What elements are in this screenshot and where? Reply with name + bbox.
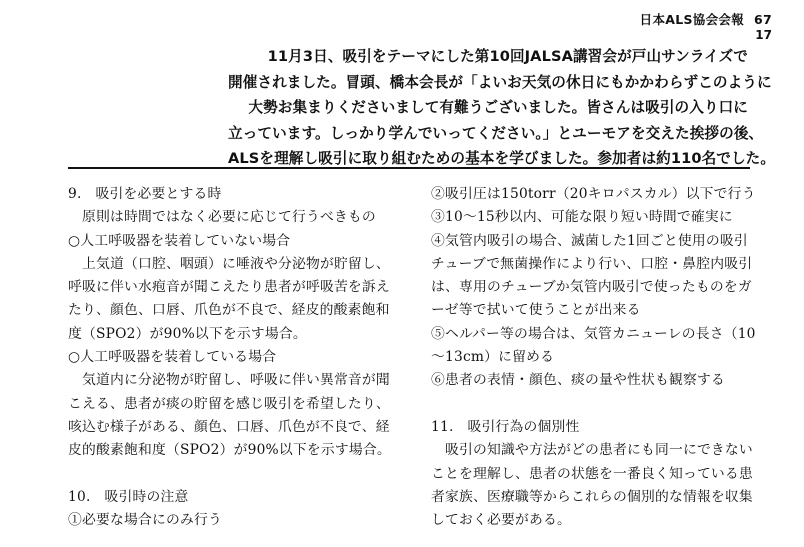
intro-line: 立っています。しっかり学んでいってください。」とユーモアを交えた挨拶の後、 [228, 124, 764, 142]
intro-line: 大勢お集まりくださいまして有難うございました。皆さんは吸引の入り口に [248, 99, 748, 117]
list-item: ⑥患者の表情・顔色、痰の量や性状も観察する [431, 372, 725, 389]
list-item: ⑤ヘルパー等の場合は、気管カニューレの長さ（10 [431, 325, 756, 342]
list-item-continuation: は、専用のチューブか気管内吸引で使ったものをガ [431, 279, 752, 296]
journal-title: 日本ALS協会会報 [639, 12, 744, 27]
body-line: 呼吸に伴い水疱音が聞こえたり患者が呼吸苦を訴え [68, 279, 390, 296]
intro-line: 11月3日、吸引をテーマにした第10回JALSA講習会が戸山サンライズで [267, 48, 748, 65]
list-item-continuation: チューブで無菌操作により行い、口腔・鼻腔内吸引 [431, 255, 753, 272]
intro-paragraph [228, 44, 776, 172]
list-item: ②吸引圧は150torr（20キロパスカル）以下で行う [431, 186, 756, 202]
intro-line: ALSを理解し吸引に取り組むための基本を学びました。参加者は約110名でした。 [228, 150, 776, 168]
paragraph-gap [68, 463, 388, 486]
body-line: 度（SPO2）が90%以下を示す場合。 [68, 325, 307, 342]
subsection-heading: ○人工呼吸器を装着していない場合 [68, 232, 291, 249]
body-line: 気道内に分泌物が貯留し、呼吸に伴い異常音が聞 [68, 372, 390, 389]
body-line: 原則は時間ではなく必要に応じて行うべきもの [68, 209, 376, 226]
body-line: たり、顔色、口唇、爪色が不良で、経皮的酸素飽和 [68, 302, 390, 319]
body-line: 吸引の知識や方法がどの患者にも同一にできない [431, 442, 753, 459]
body-line: 咳込む様子がある、顔色、口唇、爪色が不良で、経 [68, 418, 390, 435]
list-item-continuation: 〜13cm）に留める [431, 349, 555, 366]
section-heading: 9. 吸引を必要とする時 [68, 186, 222, 202]
journal-header [640, 10, 772, 28]
body-line: 上気道（口腔、咽頭）に唾液や分泌物が貯留し、 [68, 255, 390, 272]
body-line: ことを理解し、患者の状態を一番良く知っている患 [431, 465, 753, 482]
list-item: ①必要な場合にのみ行う [68, 512, 222, 529]
page-number: 67 [754, 12, 772, 27]
subsection-heading: ○人工呼吸器を装着している場合 [68, 349, 277, 366]
paragraph-gap [431, 393, 751, 416]
intro-line: 開催されました。冒頭、橋本会長が「よいお天気の休日にもかかわらずこのように [228, 73, 772, 91]
list-item-continuation: ーゼ等で拭いて使うことが出来る [431, 302, 641, 319]
list-item: ④気管内吸引の場合、滅菌した1回ごと使用の吸引 [431, 232, 748, 249]
sub-page-number: 17 [755, 28, 772, 42]
right-column [431, 183, 756, 532]
list-item: ③10〜15秒以内、可能な限り短い時間で確実に [431, 209, 733, 226]
section-heading: 10. 吸引時の注意 [68, 488, 189, 505]
body-line: 皮的酸素飽和度（SPO2）が90%以下を示す場合。 [68, 442, 391, 459]
body-line: 者家族、医療職等からこれらの個別的な情報を収集 [431, 488, 753, 505]
body-line: こえる、患者が痰の貯留を感じ吸引を希望したり、 [68, 395, 390, 412]
section-divider [68, 167, 750, 169]
section-heading: 11. 吸引行為の個別性 [431, 418, 580, 435]
body-line: しておく必要がある。 [431, 512, 571, 529]
left-column [68, 183, 391, 532]
